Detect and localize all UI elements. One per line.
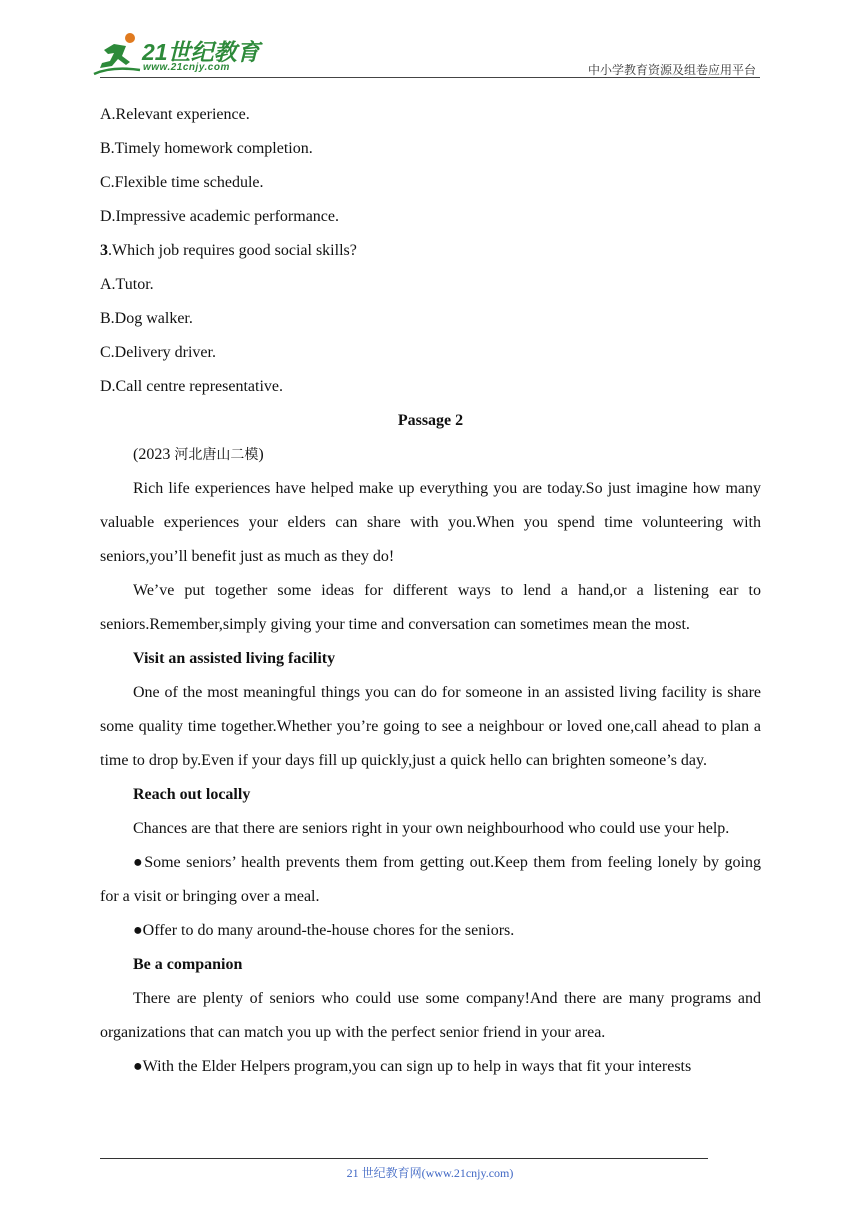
source-open: (2023 bbox=[133, 446, 175, 463]
q2-option-d: D.Impressive academic performance. bbox=[100, 208, 339, 225]
section-1-heading: Visit an assisted living facility bbox=[133, 650, 336, 667]
site-logo bbox=[92, 32, 262, 78]
logo-text: 21世纪教育 bbox=[142, 39, 260, 65]
page-header bbox=[0, 0, 860, 80]
q2-option-a: A.Relevant experience. bbox=[100, 106, 250, 123]
section-3-bullet-1: ●With the Elder Helpers program,you can sign up to help in ways that fit your interests bbox=[133, 1058, 692, 1075]
section-2-bullet-2: ●Offer to do many around-the-house chores for the seniors. bbox=[133, 922, 515, 939]
section-1-text: One of the most meaningful things you can do for someone in an assisted living facility is share some quality time together.Whether you’re going to see a neighbour or loved one,call ahead to plan a time to drop by.Even if your days fill up quickly,just a quick hello can brighten someone’s day. bbox=[100, 684, 761, 769]
section-2-text: Chances are that there are seniors right in your own neighbourhood who could use your help. bbox=[133, 820, 730, 837]
passage-source bbox=[100, 438, 761, 472]
page-footer: 21 世纪教育网(www.21cnjy.com) bbox=[346, 1166, 514, 1180]
q3-option-d: D.Call centre representative. bbox=[100, 378, 284, 395]
paragraph-1: Rich life experiences have helped make up everything you are today.So just imagine how many valuable experiences your elders can share with you.When you spend time volunteering with seniors,you’ll benefit just as much as they do! bbox=[100, 480, 761, 565]
paragraph-2: We’ve put together some ideas for different ways to lend a hand,or a listening ear to seniors.Remember,simply giving your time and conversation can sometimes mean the most. bbox=[100, 582, 761, 633]
header-divider bbox=[100, 77, 760, 78]
q2-option-b: B.Timely homework completion. bbox=[100, 140, 313, 157]
source-close: ) bbox=[258, 446, 264, 463]
section-3-text: There are plenty of seniors who could use some company!And there are many programs and organizations that can match you up with the perfect senior friend in your area. bbox=[100, 990, 761, 1041]
q2-option-c: C.Flexible time schedule. bbox=[100, 174, 264, 191]
passage-title: Passage 2 bbox=[397, 412, 464, 429]
document-body bbox=[100, 98, 761, 1084]
header-platform-text: 中小学教育资源及组卷应用平台 bbox=[587, 63, 756, 77]
question-3-number: 3 bbox=[100, 242, 108, 259]
q3-option-b: B.Dog walker. bbox=[100, 310, 193, 327]
q3-option-a: A.Tutor. bbox=[100, 276, 154, 293]
section-2-bullet-1: ●Some seniors’ health prevents them from getting out.Keep them from feeling lonely by going for a visit or bringing over a meal. bbox=[100, 854, 761, 905]
logo-url: www.21cnjy.com bbox=[143, 62, 230, 73]
section-3-heading: Be a companion bbox=[133, 956, 243, 973]
q3-option-c: C.Delivery driver. bbox=[100, 344, 216, 361]
footer-divider bbox=[100, 1158, 708, 1159]
source-cjk: 河北唐山二模 bbox=[174, 447, 259, 463]
question-3-text: .Which job requires good social skills? bbox=[108, 242, 357, 259]
runner-logo-icon bbox=[92, 32, 144, 76]
question-3 bbox=[100, 234, 761, 268]
section-2-heading: Reach out locally bbox=[133, 786, 251, 803]
